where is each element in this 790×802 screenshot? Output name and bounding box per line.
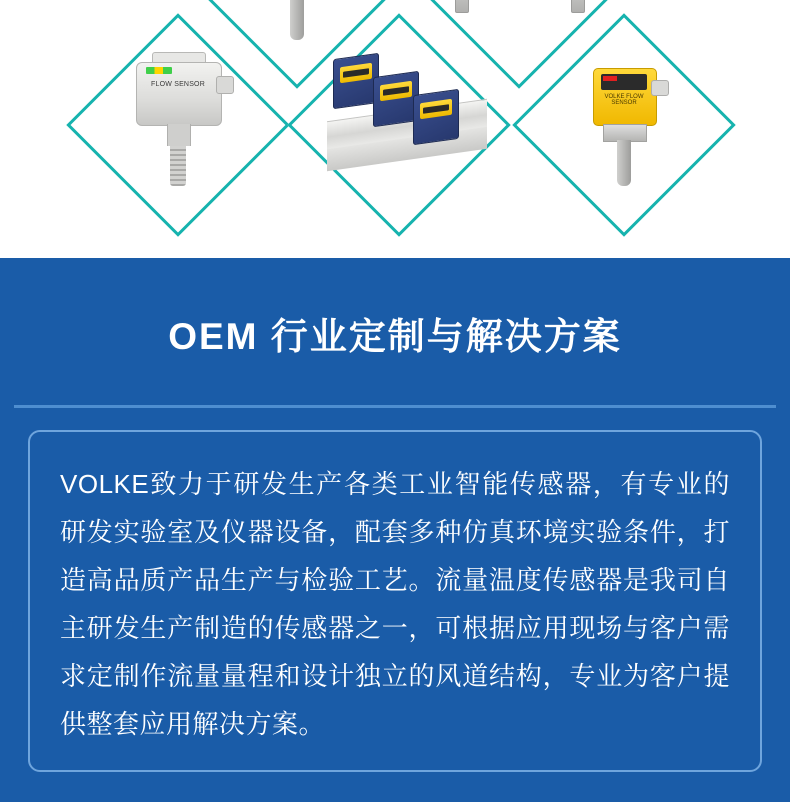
module-display (340, 63, 372, 83)
description-paragraph: VOLKE致力于研发生产各类工业智能传感器，有专业的研发实验室及仪器设备，配套多种仿真环境实验条件，打造高品质产品生产与检验工艺。流量温度传感器是我司自主研发生产制造的传感器之一，可根据应用现场与客户需求定制作流量量程和设计独立的风道结构，专业为客户提供整套应用解决方案。 (60, 469, 730, 739)
module-display (420, 99, 452, 119)
meter-flange-left (455, 0, 469, 13)
switch-face-label: VOLKE FLOW SENSOR (604, 94, 644, 106)
page-title: OEM 行业定制与解决方案 (168, 316, 622, 357)
module-display-bar (343, 68, 369, 78)
section-title-band (0, 258, 790, 408)
switch-connector (651, 80, 669, 96)
sensor-neck (167, 124, 191, 146)
diamond-image-wrap (102, 49, 254, 201)
switch-probe-tip (617, 140, 631, 186)
module-display (380, 81, 412, 101)
sensor-thread (170, 146, 186, 186)
flow-sensor-round-image (118, 50, 238, 200)
inline-flange-flow-meter-image (449, 0, 589, 37)
product-photo-band (0, 0, 790, 258)
description-box (28, 430, 762, 772)
module-display-bar (383, 86, 409, 96)
probe-tip (290, 0, 304, 40)
yellow-display-flow-switch-image (569, 50, 679, 200)
module-display-bar (423, 104, 449, 114)
rail-module (413, 89, 459, 145)
sensor-led-strip (146, 67, 172, 74)
switch-red-indicator (603, 76, 617, 81)
sensor-connector (216, 76, 234, 94)
din-rail-modules-image (327, 38, 487, 173)
meter-flange-right (571, 0, 585, 13)
diamond-image-wrap (548, 49, 700, 201)
sensor-face-label: FLOW SENSOR (151, 81, 205, 88)
section-body-band (0, 408, 790, 802)
